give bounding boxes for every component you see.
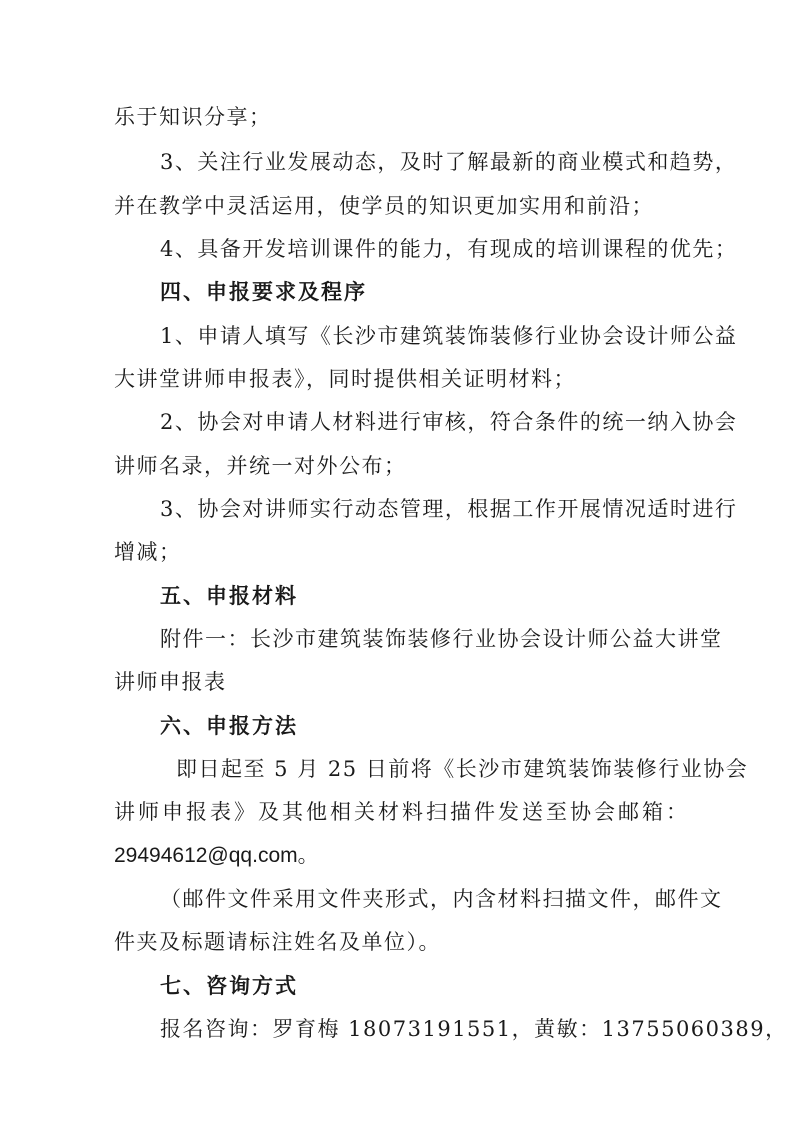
section-heading: 五、申报材料	[160, 584, 298, 608]
section-heading: 七、咨询方式	[160, 974, 298, 998]
paragraph-line: 2、协会对申请人材料进行审核，符合条件的统一纳入协会	[160, 410, 738, 434]
paragraph-line: 并在教学中灵活运用，使学员的知识更加实用和前沿；	[114, 194, 654, 218]
paragraph-line: 讲师申报表》及其他相关材料扫描件发送至协会邮箱：	[114, 800, 690, 824]
section-heading: 四、申报要求及程序	[160, 280, 367, 304]
paragraph-line: 大讲堂讲师申报表》，同时提供相关证明材料；	[114, 367, 576, 391]
paragraph-line: 3、协会对讲师实行动态管理，根据工作开展情况适时进行	[160, 497, 738, 521]
paragraph-line: 件夹及标题请标注姓名及单位）。	[114, 930, 441, 954]
contact-line: 报名咨询：罗育梅 18073191551，黄敏：13755060389，	[160, 1017, 788, 1041]
paragraph-line: 4、具备开发培训课件的能力，有现成的培训课程的优先；	[160, 237, 738, 261]
paragraph-line: 讲师申报表	[114, 670, 227, 694]
paragraph-line: （邮件文件采用文件夹形式，内含材料扫描文件，邮件文	[160, 887, 723, 911]
section-heading: 六、申报方法	[160, 714, 298, 738]
email-address: 29494612@qq.com。	[114, 844, 319, 867]
paragraph-line: 1、申请人填写《长沙市建筑装饰装修行业协会设计师公益	[160, 324, 738, 348]
paragraph-line: 乐于知识分享；	[114, 105, 272, 129]
paragraph-line: 3、关注行业发展动态，及时了解最新的商业模式和趋势，	[160, 150, 738, 174]
paragraph-line: 讲师名录，并统一对外公布；	[114, 454, 407, 478]
paragraph-line: 附件一：长沙市建筑装饰装修行业协会设计师公益大讲堂	[160, 627, 723, 651]
paragraph-line: 增减；	[114, 540, 182, 564]
paragraph-line: 即日起至 5 月 25 日前将《长沙市建筑装饰装修行业协会	[176, 757, 749, 781]
